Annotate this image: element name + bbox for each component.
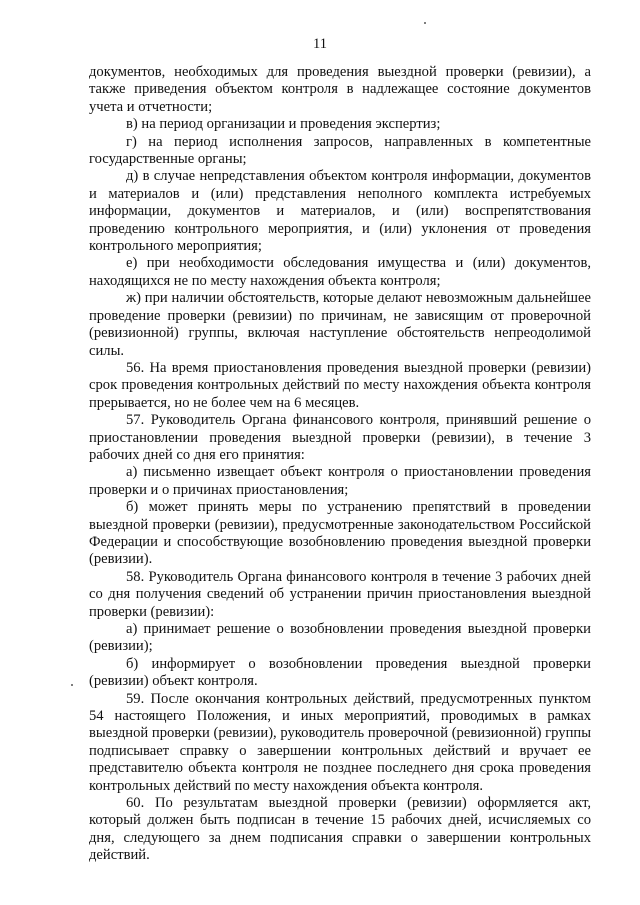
paragraph: а) принимает решение о возобновлении проведения выездной проверки (ревизии); <box>89 621 591 655</box>
paragraph: 57. Руководитель Органа финансового контроля, принявший решение о приостановлении проведения выездной проверки (ревизии), в течение 3 рабочих дней со дня его принятия: <box>89 412 591 463</box>
paragraph: г) на период исполнения запросов, направленных в компетентные государственные органы; <box>89 133 591 168</box>
paragraph: 58. Руководитель Органа финансового контроля в течение 3 рабочих дней со дня получения сведений об устранении причин приостановления выездной проверки (ревизии): <box>89 568 591 620</box>
paragraph: б) информирует о возобновлении проведения выездной проверки (ревизии) объект контроля. <box>89 655 591 690</box>
paragraph: в) на период организации и проведения экспертиз; <box>126 116 441 133</box>
document-body <box>89 64 591 865</box>
paragraph: е) при необходимости обследования имущества и (или) документов, находящихся не по месту нахождения объекта контроля; <box>89 255 591 289</box>
paragraph: б) может принять меры по устранению препятствий в проведении выездной проверки (ревизии), предусмотренные законодательством Российской Федерации и способствующие возобновлению проведения выездной проверки (ревизии). <box>89 499 591 568</box>
paragraph: 59. После окончания контрольных действий, предусмотренных пунктом 54 настоящего Положения, и иных мероприятий, проводимых в рамках выездной проверки (ревизии), руководитель проверочной (ревизионной) группы подписывает справку о завершении контрольных действий и вручает ее представителю объекта контроля не позднее последнего дня срока проведения контрольных действий по месту нахождения объекта контроля. <box>89 690 591 794</box>
paragraph: документов, необходимых для проведения выездной проверки (ревизии), а также приведения объектом контроля в надлежащее состояние документов учета и отчетности; <box>89 64 591 115</box>
scan-speck <box>71 684 73 686</box>
paragraph: ж) при наличии обстоятельств, которые делают невозможным дальнейшее проведение проверки (ревизии) по причинам, не зависящим от проверочной (ревизионной) группы, включая наступление обстоятельств непреодолимой силы. <box>89 290 591 359</box>
paragraph: 60. По результатам выездной проверки (ревизии) оформляется акт, который должен быть подписан в течение 15 рабочих дней, исчисляемых со дня, следующего за днем подписания справки о завершении контрольных действий. <box>89 795 591 864</box>
paragraph: д) в случае непредставления объектом контроля информации, документов и материалов и (или) представления неполного комплекта истребуемых информации, документов и материалов, и (или) воспрепятствования проведению контрольного мероприятия, и (или) уклонения от проведения контрольного мероприятия; <box>89 168 591 255</box>
page-number: 11 <box>313 36 327 52</box>
paragraph: а) письменно извещает объект контроля о приостановлении проведения проверки и о причинах приостановления; <box>89 464 591 498</box>
scan-speck <box>424 22 426 24</box>
paragraph: 56. На время приостановления проведения выездной проверки (ревизии) срок проведения контрольных действий по месту нахождения объекта контроля прерывается, но не более чем на 6 месяцев. <box>89 359 591 411</box>
